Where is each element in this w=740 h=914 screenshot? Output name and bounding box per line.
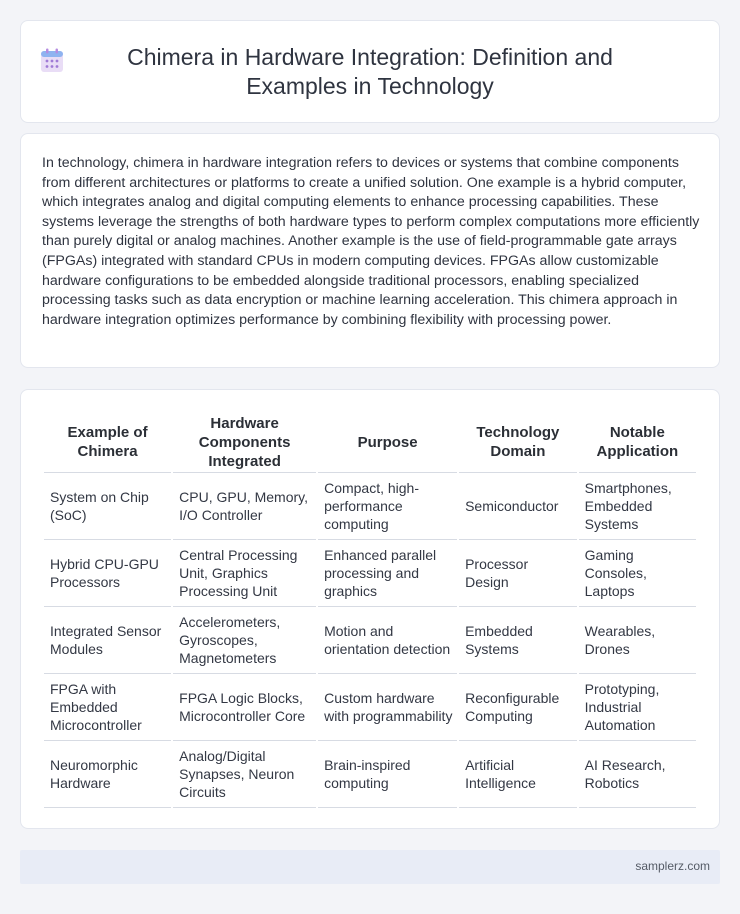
table-cell: Accelerometers, Gyroscopes, Magnetometers: [173, 607, 316, 674]
table-cell: Enhanced parallel processing and graphics: [318, 540, 457, 607]
table-cell: Reconfigurable Computing: [459, 674, 577, 741]
table-header-row: [44, 412, 696, 473]
table-cell: Prototyping, Industrial Automation: [579, 674, 696, 741]
table-cell: CPU, GPU, Memory, I/O Controller: [173, 473, 316, 540]
table-cell: Embedded Systems: [459, 607, 577, 674]
table-row: [44, 741, 696, 808]
footer-bar: [20, 850, 720, 884]
table-cell: FPGA Logic Blocks, Microcontroller Core: [173, 674, 316, 741]
table-cell: Gaming Consoles, Laptops: [579, 540, 696, 607]
table-cell: Hybrid CPU-GPU Processors: [44, 540, 171, 607]
title-card: [20, 20, 720, 123]
table-cell: Semiconductor: [459, 473, 577, 540]
table-cell: FPGA with Embedded Microcontroller: [44, 674, 171, 741]
table-cell: Compact, high-performance computing: [318, 473, 457, 540]
table-cell: Central Processing Unit, Graphics Processing Unit: [173, 540, 316, 607]
table-cell: Artificial Intelligence: [459, 741, 577, 808]
page-title: Chimera in Hardware Integration: Definition and Examples in Technology: [127, 43, 613, 99]
table-cell: Smartphones, Embedded Systems: [579, 473, 696, 540]
table-cell: AI Research, Robotics: [579, 741, 696, 808]
table-cell: Custom hardware with programmability: [318, 674, 457, 741]
footer-site-link[interactable]: samplerz.com: [635, 859, 710, 873]
table-cell: Brain-inspired computing: [318, 741, 457, 808]
table-row: [44, 607, 696, 674]
intro-card: [20, 133, 720, 368]
table-cell: Motion and orientation detection: [318, 607, 457, 674]
column-header: Purpose: [318, 412, 457, 473]
table-cell: Processor Design: [459, 540, 577, 607]
column-header: Technology Domain: [459, 412, 577, 473]
table-card: [20, 389, 720, 829]
calendar-icon: [38, 47, 66, 75]
column-header: Hardware Components Integrated: [173, 412, 316, 473]
examples-table: [42, 412, 698, 808]
table-row: [44, 540, 696, 607]
column-header: Example of Chimera: [44, 412, 171, 473]
table-cell: Analog/Digital Synapses, Neuron Circuits: [173, 741, 316, 808]
column-header: Notable Application: [579, 412, 696, 473]
table-cell: System on Chip (SoC): [44, 473, 171, 540]
table-row: [44, 674, 696, 741]
table-row: [44, 473, 696, 540]
table-cell: Wearables, Drones: [579, 607, 696, 674]
table-cell: Neuromorphic Hardware: [44, 741, 171, 808]
intro-paragraph: In technology, chimera in hardware integration refers to devices or systems that combine components from different architectures or platforms to create a unified solution. One example is a hybrid computer, which integrates analog and digital computing elements to enhance processing capabilities. These systems leverage the strengths of both hardware types to perform complex computations more efficiently than purely digital or analog machines. Another example is the use of field-programmable gate arrays (FPGAs) integrated with standard CPUs in modern computing devices. FPGAs allow customizable hardware configurations to be embedded alongside traditional processors, enabling specialized processing tasks such as data encryption or machine learning acceleration. This chimera approach in hardware integration optimizes performance by combining flexibility with processing power.: [42, 155, 700, 328]
table-cell: Integrated Sensor Modules: [44, 607, 171, 674]
